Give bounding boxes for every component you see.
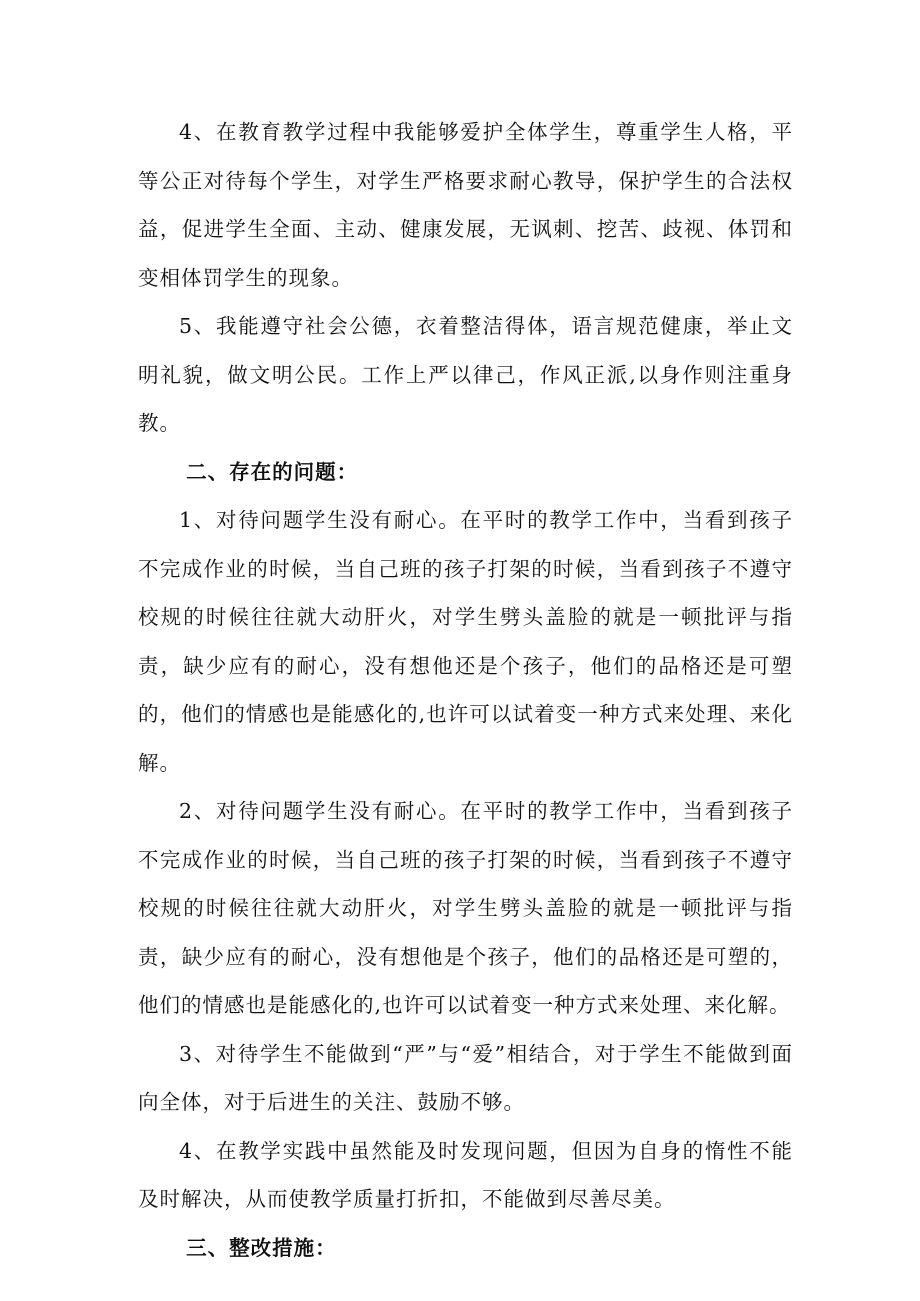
paragraph-item-4-conduct: 4、在教育教学过程中我能够爱护全体学生，尊重学生人格，平等公正对待每个学生，对学生严格要求耐心教导，保护学生的合法权益，促进学生全面、主动、健康发展，无讽刺、挖苦、歧视、体罚和变相体罚学生的现象。 [138,120,793,290]
problem-item-2: 2、对待问题学生没有耐心。在平时的教学工作中，当看到孩子不完成作业的时候，当自己班的孩子打架的时候，当看到孩子不遵守校规的时候往往就大动肝火，对学生劈头盖脸的就是一顿批评与指责，缺少应有的耐心，没有想他是个孩子，他们的品格还是可塑的，他们的情感也是能感化的,也许可以试着变一种方式来处理、来化解。 [138,799,793,1017]
section-heading-problems: 二、存在的问题： [186,459,359,484]
problem-item-3: 3、对待学生不能做到“严”与“爱”相结合，对于学生不能做到面向全体，对于后进生的关注、鼓励不够。 [138,1041,793,1114]
problem-item-1: 1、对待问题学生没有耐心。在平时的教学工作中，当看到孩子不完成作业的时候，当自己班的孩子打架的时候，当看到孩子不遵守校规的时候往往就大动肝火，对学生劈头盖脸的就是一顿批评与指责，缺少应有的耐心，没有想他还是个孩子，他们的品格还是可塑的，他们的情感也是能感化的,也许可以试着变一种方式来处理、来化解。 [138,508,793,775]
paragraph-item-5-conduct: 5、我能遵守社会公德，衣着整洁得体，语言规范健康，举止文明礼貌，做文明公民。工作上严以律己，作风正派,以身作则注重身教。 [138,314,793,435]
document-body [138,108,793,1272]
section-heading-measures: 三、整改措施： [186,1235,337,1260]
problem-item-4: 4、在教学实践中虽然能及时发现问题，但因为自身的惰性不能及时解决，从而使教学质量打折扣，不能做到尽善尽美。 [138,1138,793,1211]
